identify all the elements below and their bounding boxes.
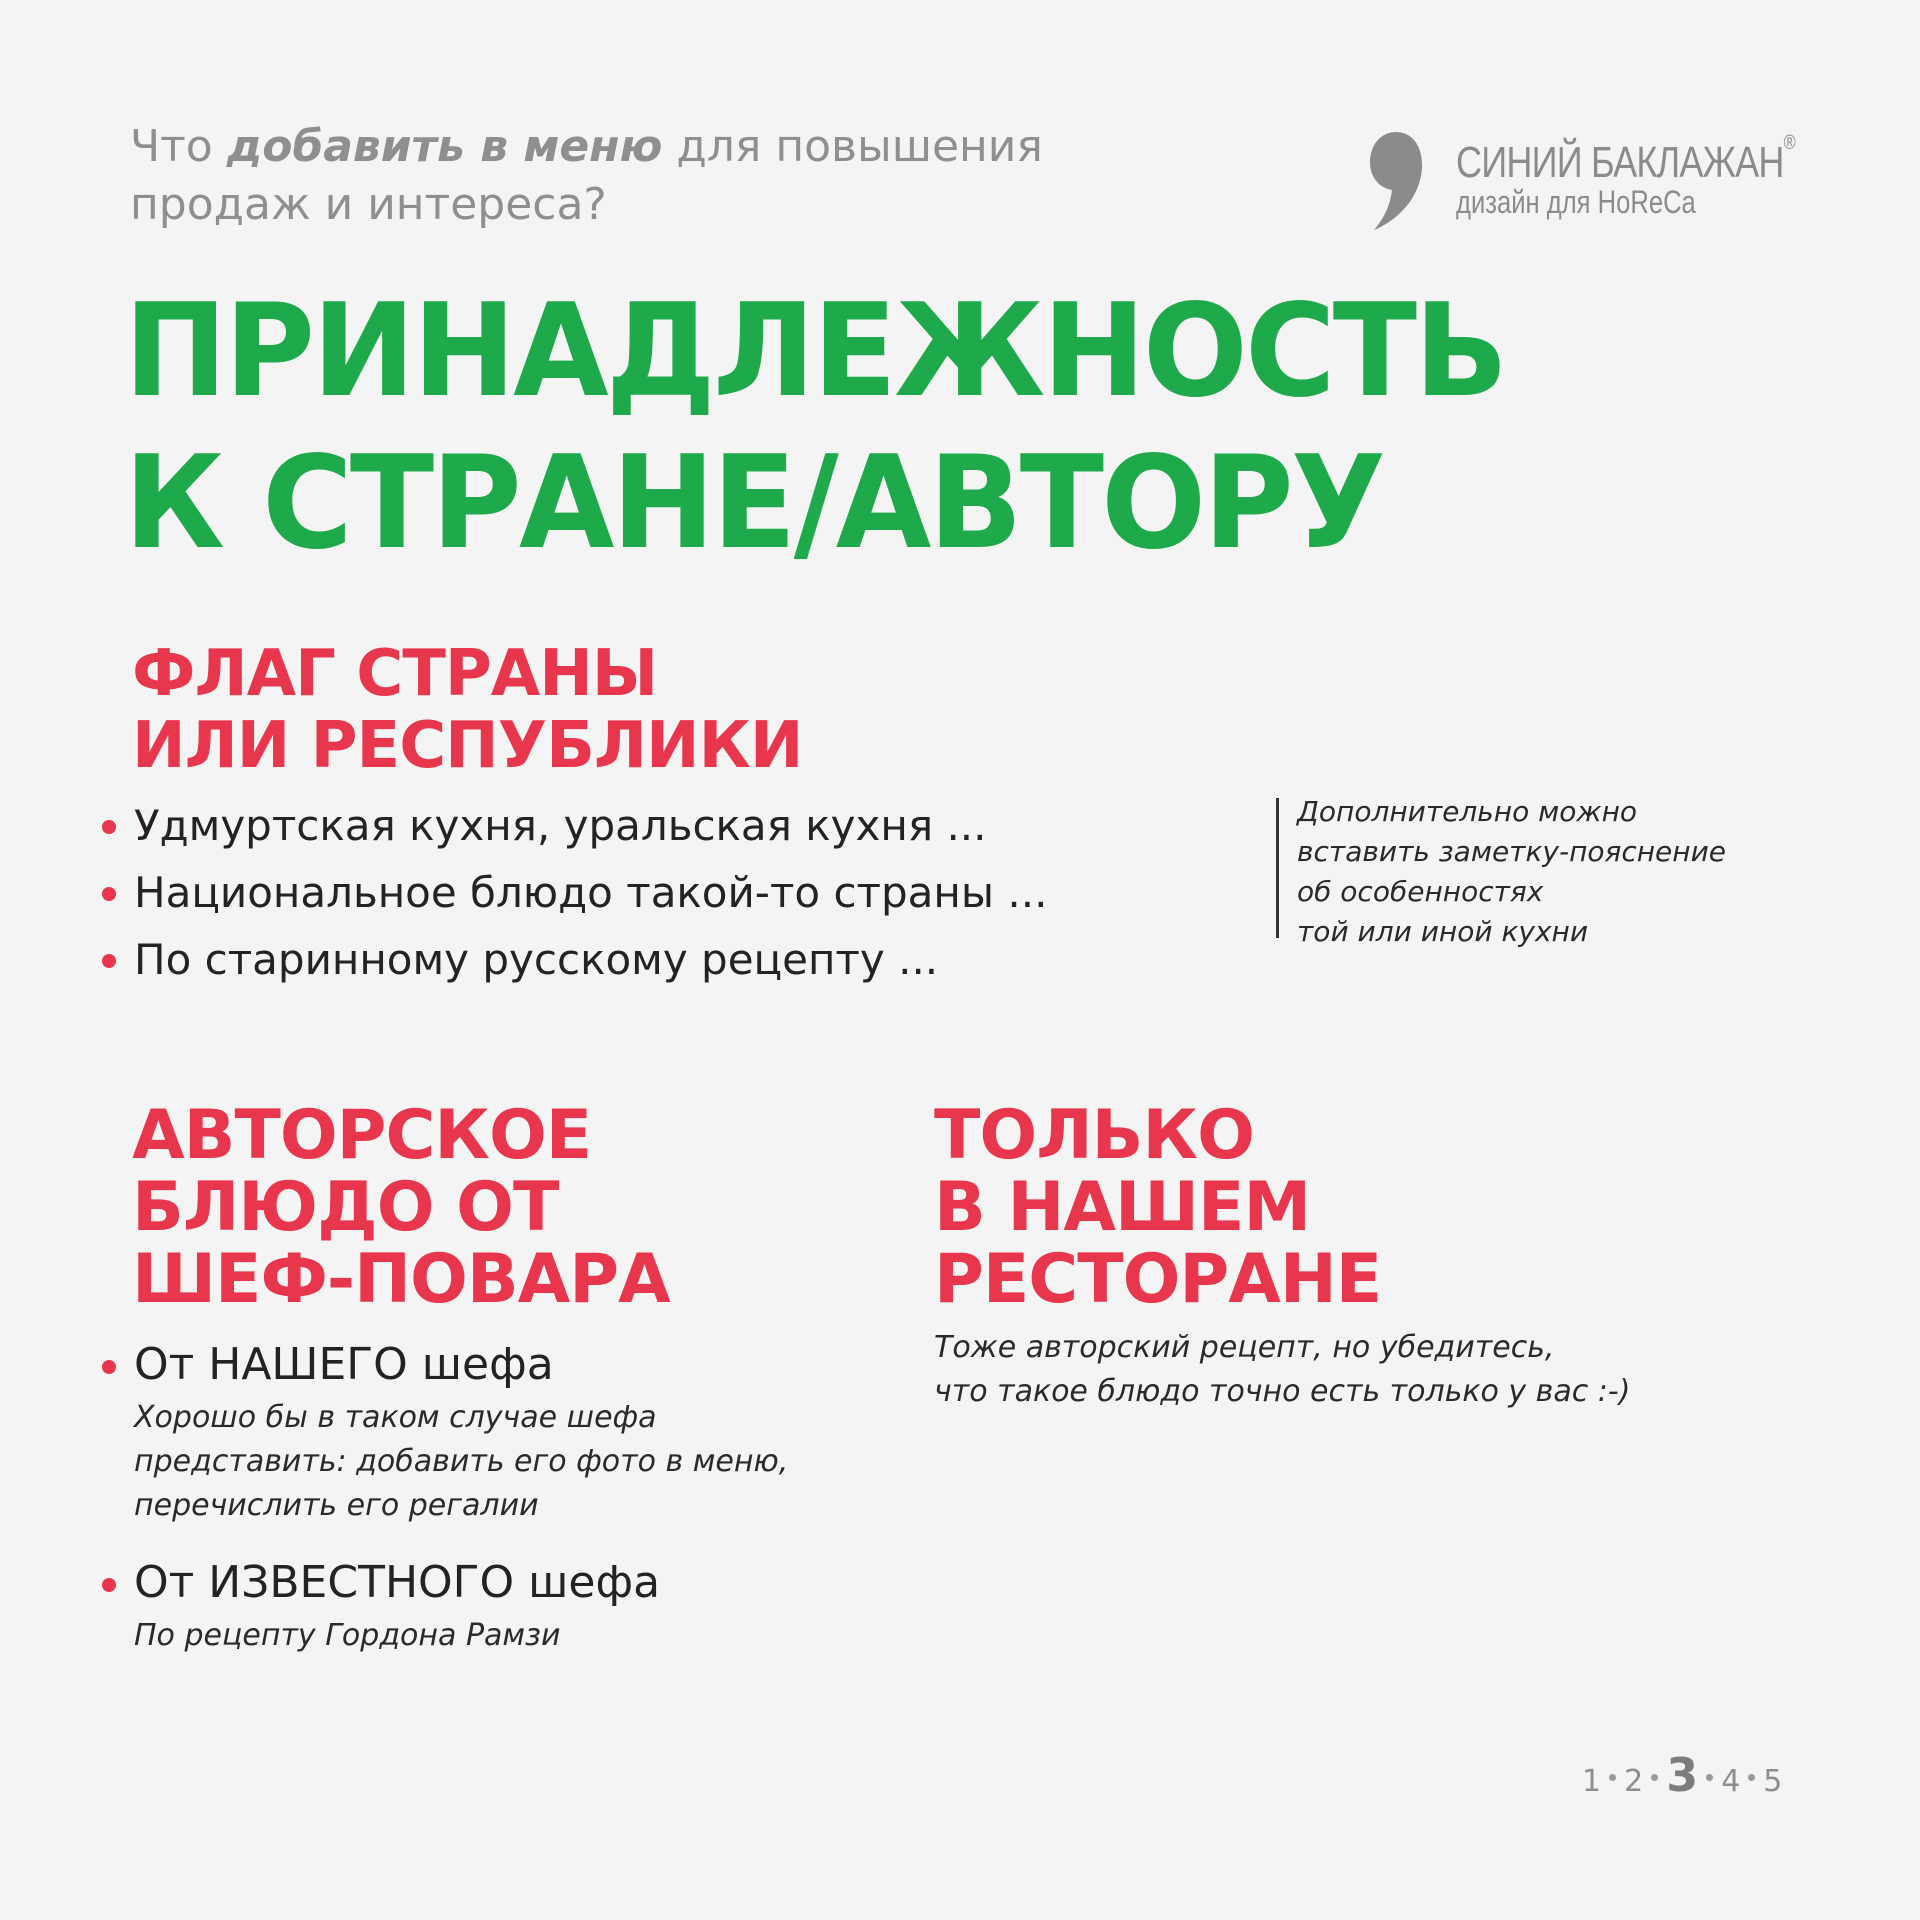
intro-question-line1: Что добавить в меню для повышения (130, 121, 1043, 172)
page-number-current: 3 (1666, 1748, 1699, 1802)
bullet-dot (102, 954, 116, 968)
comma-drop-icon (1368, 128, 1424, 232)
page-number: 2 (1624, 1764, 1644, 1799)
list-item: От НАШЕГО шефа Хорошо бы в таком случае шефа представить: добавить его фото в меню, перечислить его регалии (102, 1334, 862, 1528)
intro-question-line2: продаж и интереса? (130, 179, 607, 230)
only-here-section-heading: ТОЛЬКО В НАШЕМ РЕСТОРАНЕ (934, 1096, 1382, 1319)
registered-mark: ® (1783, 132, 1795, 154)
list-item: По старинному русскому рецепту ... (102, 926, 1047, 993)
page-title-line1: ПРИНАДЛЕЖНОСТЬ (124, 277, 1506, 426)
page-separator-dot (1748, 1774, 1755, 1781)
page-title-line2: К СТРАНЕ/АВТОРУ (124, 429, 1384, 578)
only-here-note: Тоже авторский рецепт, но убедитесь, что такое блюдо точно есть только у вас :-) (934, 1330, 1631, 1409)
brand-name: СИНИЙ БАКЛАЖАН® (1456, 132, 1795, 187)
bullet-dot (102, 1578, 116, 1592)
author-section-heading: АВТОРСКОЕ БЛЮДО ОТ ШЕФ-ПОВАРА (132, 1096, 670, 1319)
page-number: 4 (1721, 1764, 1741, 1799)
intro-question (130, 118, 1110, 234)
question-emphasis: добавить в меню (226, 121, 663, 172)
side-note-text: Дополнительно можно вставить заметку-пояснение об особенностях той или иной кухни (1297, 795, 1727, 948)
bullet-dot (102, 887, 116, 901)
page-separator-dot (1706, 1774, 1713, 1781)
cuisine-side-note (1276, 795, 1727, 948)
bullet-dot (102, 1360, 116, 1374)
bullet-dot (102, 820, 116, 834)
author-section-list (102, 1334, 862, 1658)
page-separator-dot (1609, 1774, 1616, 1781)
pagination (1582, 1748, 1782, 1802)
brand-tagline: дизайн для HoReCa (1456, 184, 1696, 220)
page-number: 1 (1582, 1764, 1602, 1799)
page-separator-dot (1651, 1774, 1658, 1781)
page-number: 5 (1763, 1764, 1783, 1799)
brand-logo (1368, 126, 1795, 236)
flag-section-heading: ФЛАГ СТРАНЫ ИЛИ РЕСПУБЛИКИ (132, 637, 803, 783)
list-item: От ИЗВЕСТНОГО шефа По рецепту Гордона Рамзи (102, 1552, 862, 1658)
list-item: Удмуртская кухня, уральская кухня ... (102, 792, 1047, 859)
flag-section-list (102, 792, 1047, 993)
page-title (124, 276, 1884, 580)
list-item: Национальное блюдо такой-то страны ... (102, 859, 1047, 926)
